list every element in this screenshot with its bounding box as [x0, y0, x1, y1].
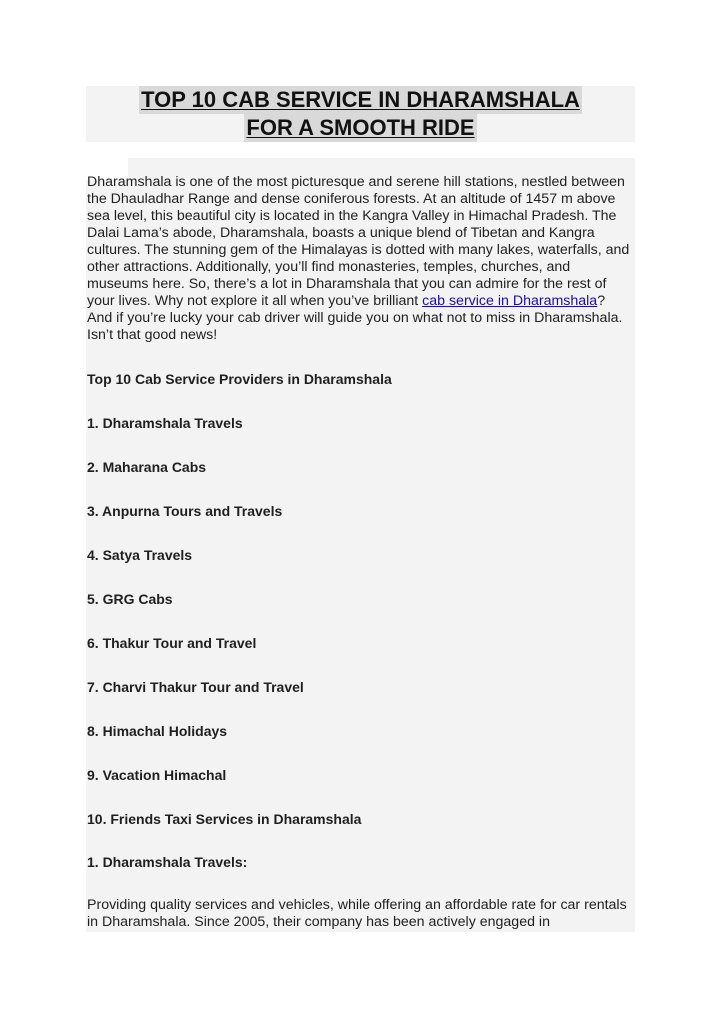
section-paragraph-dharamshala-travels: Providing quality services and vehicles, while offering an affordable rate for car rentals in Dharamshala. Since 2005, their company has been actively engaged in	[87, 897, 627, 930]
page-title-line-2: FOR A SMOOTH RIDE	[246, 115, 475, 140]
intro-text-after-link: ? And if you’re lucky your cab driver will guide you on what not to miss in Dharamshala. Isn’t that good news!	[87, 293, 623, 343]
provider-item-8: 8. Himachal Holidays	[87, 723, 228, 739]
page-title-line-1: TOP 10 CAB SERVICE IN DHARAMSHALA	[141, 87, 580, 112]
provider-item-10: 10. Friends Taxi Services in Dharamshala	[87, 811, 362, 827]
provider-item-2: 2. Maharana Cabs	[87, 459, 207, 475]
cab-service-link[interactable]: cab service in Dharamshala	[422, 293, 598, 309]
provider-item-5: 5. GRG Cabs	[87, 591, 173, 607]
article-body	[87, 174, 633, 930]
provider-item-3: 3. Anpurna Tours and Travels	[87, 503, 283, 519]
list-heading: Top 10 Cab Service Providers in Dharamshala	[87, 371, 392, 387]
intro-text-before-link: Dharamshala is one of the most picturesque and serene hill stations, nestled between the Dhauladhar Range and dense coniferous forests. At an altitude of 1457 m above sea level, this beautiful city is located in the Kangra Valley in Himachal Pradesh. The Dalai Lama’s abode, Dharamshala, boasts a unique blend of Tibetan and Kangra cultures. The stunning gem of the Himalayas is dotted with many lakes, waterfalls, and other attractions. Additionally, you’ll find monasteries, temples, churches, and museums here. So, there’s a lot in Dharamshala that you can admire for the rest of your lives. Why not explore it all when you’ve brilliant	[87, 174, 630, 309]
provider-item-7: 7. Charvi Thakur Tour and Travel	[87, 679, 304, 695]
provider-item-6: 6. Thakur Tour and Travel	[87, 635, 257, 651]
intro-paragraph	[87, 174, 633, 344]
title-block	[86, 86, 635, 142]
provider-item-4: 4. Satya Travels	[87, 547, 193, 563]
provider-item-9: 9. Vacation Himachal	[87, 767, 227, 783]
section-heading-dharamshala-travels: 1. Dharamshala Travels:	[87, 854, 248, 870]
provider-item-1: 1. Dharamshala Travels	[87, 415, 243, 431]
